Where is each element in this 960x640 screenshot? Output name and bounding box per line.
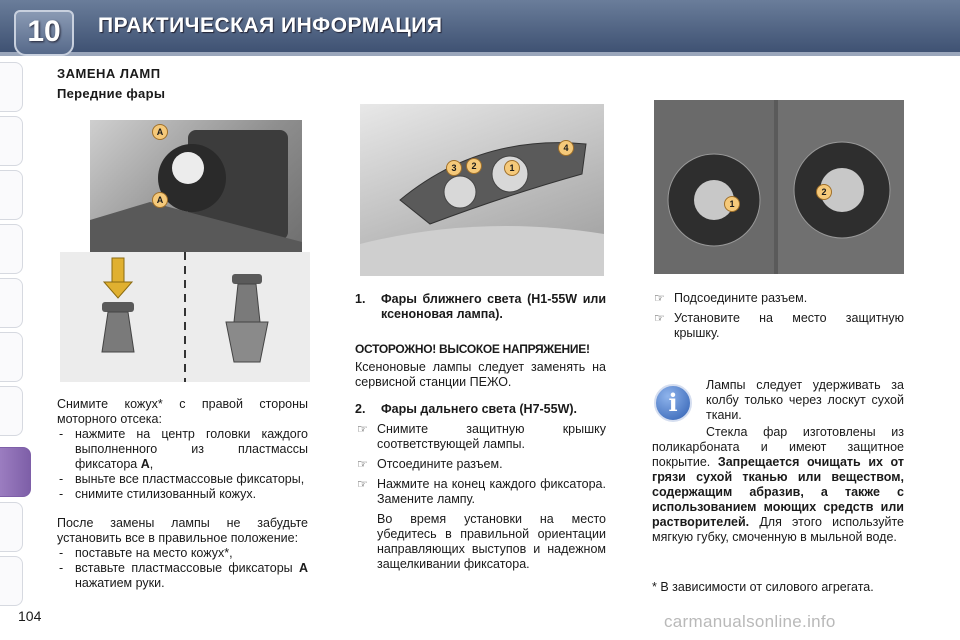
list-item: ☞ Установите на место защитную крышку.: [652, 311, 904, 341]
chapter-title: ПРАКТИЧЕСКАЯ ИНФОРМАЦИЯ: [98, 14, 443, 37]
chapter-tab-active[interactable]: [0, 447, 31, 497]
chapter-tab[interactable]: [0, 62, 23, 112]
item-2: 2. Фары дальнего света (H7-55W).: [355, 402, 578, 416]
chapter-tab[interactable]: [0, 332, 23, 382]
chapter-tab[interactable]: [0, 502, 23, 552]
callout-label-1: 1: [504, 160, 520, 176]
callout-label-a: A: [152, 124, 168, 140]
middle-column-text: [355, 292, 606, 572]
info-icon: i: [654, 384, 692, 422]
callout-label-2: 2: [816, 184, 832, 200]
list-item: - вставьте пластмассовые фиксаторы A нажатием руки.: [57, 561, 308, 591]
list-item: - нажмите на центр головки каждого выполненного из пластмассы фиксатора A,: [57, 427, 308, 472]
removal-steps: [57, 427, 308, 502]
list-item: ☞ Нажмите на конец каждого фиксатора. Замените лампу.: [355, 477, 606, 507]
list-item: ☞ Подсоедините разъем.: [652, 291, 904, 306]
list-item: - выньте все пластмассовые фиксаторы,: [57, 472, 308, 487]
fixator-illustration: [60, 252, 310, 382]
footnote: * В зависимости от силового агрегата.: [652, 580, 874, 594]
list-item: - поставьте на место кожух*,: [57, 546, 308, 561]
high-beam-steps: [355, 422, 606, 507]
bulb-detail-photo: [654, 100, 904, 274]
list-item: ☞ Снимите защитную крышку соответствующей лампы.: [355, 422, 606, 452]
chapter-tab[interactable]: [0, 170, 23, 220]
intro-text: Снимите кожух* с правой стороны моторного отсека:: [57, 397, 308, 426]
fixator-letter: A: [140, 457, 150, 471]
after-text: После замены лампы не забудьте установить все в правильное положение:: [57, 516, 308, 545]
header-strip: [0, 52, 960, 56]
list-item: ☞ Отсоедините разъем.: [355, 457, 606, 472]
chapter-tab[interactable]: [0, 556, 23, 606]
callout-label-3: 3: [446, 160, 462, 176]
install-steps: [57, 546, 308, 591]
chapter-number-badge: 10: [14, 10, 74, 56]
warning-text: Ксеноновые лампы следует заменять на сервисной станции ПЕЖО.: [355, 360, 606, 389]
item-1: 1. Фары ближнего света (H1-55W или ксеноновая лампа).: [355, 292, 606, 321]
right-column-steps: [652, 286, 904, 341]
chapter-tabs: [0, 62, 36, 622]
reconnect-steps: [652, 291, 904, 341]
section-title: ЗАМЕНА ЛАМП: [57, 66, 161, 81]
engine-bay-photo: [90, 120, 302, 254]
info-text-1: Лампы следует удерживать за колбу только через лоскут сухой ткани.: [706, 378, 904, 422]
installation-note: Во время установки на место убедитесь в правильной ориентации направляющих выступов и надежном защелкивании фиксатора.: [377, 512, 606, 571]
left-column-text: [57, 397, 308, 591]
callout-label-a: A: [152, 192, 168, 208]
callout-label-4: 4: [558, 140, 574, 156]
chapter-tab[interactable]: [0, 116, 23, 166]
watermark: carmanualsonline.info: [664, 612, 836, 631]
warning-title: ОСТОРОЖНО! ВЫСОКОЕ НАПРЯЖЕНИЕ!: [355, 342, 590, 356]
chapter-tab[interactable]: [0, 278, 23, 328]
chapter-tab[interactable]: [0, 386, 23, 436]
headlight-photo: [360, 104, 604, 276]
chapter-tab[interactable]: [0, 224, 23, 274]
page-number: 104: [18, 608, 42, 624]
fixator-letter: A: [298, 561, 308, 575]
callout-label-1: 1: [724, 196, 740, 212]
section-subtitle: Передние фары: [57, 86, 166, 101]
list-item: - снимите стилизованный кожух.: [57, 487, 308, 502]
info-text-2: Стекла фар изготовлены из поликарбоната и имеют защитное покрытие. Запрещается очищать их от грязи сухой тканью или веществом, содержащим абразив, а также с использованием моющих средств или растворителей. Для этого используйте мягкую губку, смоченную в мыльной воде.: [652, 425, 904, 544]
callout-label-2: 2: [466, 158, 482, 174]
